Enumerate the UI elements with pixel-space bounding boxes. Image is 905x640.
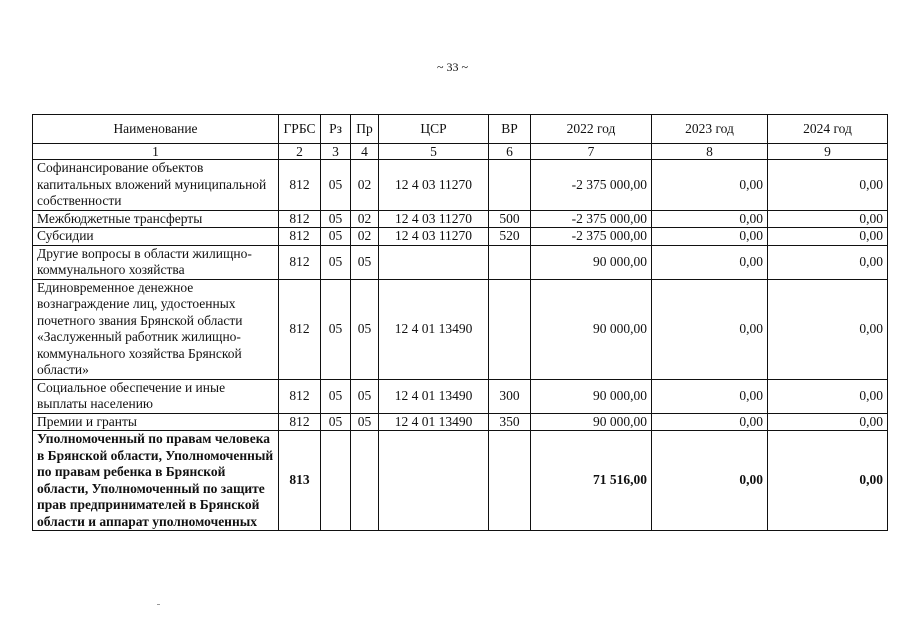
cell-2023: 0,00 <box>652 431 768 531</box>
scan-mark <box>157 604 160 605</box>
cell-2023: 0,00 <box>652 413 768 431</box>
cell-vr: 350 <box>489 413 531 431</box>
cell-2022: 90 000,00 <box>531 413 652 431</box>
table-row <box>33 431 888 531</box>
cell-vr: 500 <box>489 210 531 228</box>
cell-name: Другие вопросы в области жилищно-коммунального хозяйства <box>33 245 279 279</box>
cell-pr: 05 <box>351 245 379 279</box>
cell-2024: 0,00 <box>768 228 888 246</box>
cell-2024: 0,00 <box>768 413 888 431</box>
cell-csr: 12 4 01 13490 <box>379 279 489 379</box>
cell-vr <box>489 160 531 211</box>
column-header-2024: 2024 год <box>768 115 888 144</box>
column-number: 7 <box>531 144 652 160</box>
table-row <box>33 279 888 379</box>
cell-csr: 12 4 03 11270 <box>379 228 489 246</box>
table-row <box>33 379 888 413</box>
cell-grbs: 812 <box>279 279 321 379</box>
cell-2022: -2 375 000,00 <box>531 210 652 228</box>
table-row <box>33 245 888 279</box>
cell-grbs: 812 <box>279 245 321 279</box>
cell-rz: 05 <box>321 210 351 228</box>
cell-rz <box>321 431 351 531</box>
cell-2023: 0,00 <box>652 210 768 228</box>
table-row <box>33 210 888 228</box>
cell-name: Социальное обеспечение и иные выплаты населению <box>33 379 279 413</box>
cell-2024: 0,00 <box>768 431 888 531</box>
cell-csr: 12 4 03 11270 <box>379 160 489 211</box>
column-number: 2 <box>279 144 321 160</box>
column-number: 9 <box>768 144 888 160</box>
cell-vr <box>489 431 531 531</box>
cell-name: Софинансирование объектов капитальных вложений муниципальной собственности <box>33 160 279 211</box>
cell-2022: -2 375 000,00 <box>531 160 652 211</box>
column-number-row <box>33 144 888 160</box>
column-header-2022: 2022 год <box>531 115 652 144</box>
cell-pr: 02 <box>351 160 379 211</box>
cell-rz: 05 <box>321 413 351 431</box>
cell-pr <box>351 431 379 531</box>
cell-rz: 05 <box>321 245 351 279</box>
column-header-vr: ВР <box>489 115 531 144</box>
cell-grbs: 813 <box>279 431 321 531</box>
cell-2024: 0,00 <box>768 160 888 211</box>
column-number: 8 <box>652 144 768 160</box>
cell-vr: 300 <box>489 379 531 413</box>
page-number: ~ 33 ~ <box>437 60 468 74</box>
cell-2024: 0,00 <box>768 279 888 379</box>
cell-2022: 71 516,00 <box>531 431 652 531</box>
cell-2023: 0,00 <box>652 279 768 379</box>
column-header-csr: ЦСР <box>379 115 489 144</box>
cell-grbs: 812 <box>279 210 321 228</box>
cell-grbs: 812 <box>279 413 321 431</box>
column-number: 3 <box>321 144 351 160</box>
column-number: 1 <box>33 144 279 160</box>
cell-2024: 0,00 <box>768 245 888 279</box>
cell-2022: 90 000,00 <box>531 245 652 279</box>
cell-pr: 05 <box>351 413 379 431</box>
cell-grbs: 812 <box>279 379 321 413</box>
column-header-2023: 2023 год <box>652 115 768 144</box>
cell-pr: 05 <box>351 379 379 413</box>
cell-pr: 02 <box>351 210 379 228</box>
cell-2023: 0,00 <box>652 379 768 413</box>
table-header-row <box>33 115 888 144</box>
column-number: 6 <box>489 144 531 160</box>
cell-rz: 05 <box>321 379 351 413</box>
table-row <box>33 413 888 431</box>
cell-2023: 0,00 <box>652 160 768 211</box>
cell-2024: 0,00 <box>768 210 888 228</box>
budget-table <box>32 114 888 531</box>
cell-name: Субсидии <box>33 228 279 246</box>
column-header-rz: Рз <box>321 115 351 144</box>
cell-grbs: 812 <box>279 228 321 246</box>
cell-vr: 520 <box>489 228 531 246</box>
cell-2023: 0,00 <box>652 228 768 246</box>
column-header-pr: Пр <box>351 115 379 144</box>
cell-grbs: 812 <box>279 160 321 211</box>
cell-csr <box>379 431 489 531</box>
column-header-name: Наименование <box>33 115 279 144</box>
cell-csr: 12 4 03 11270 <box>379 210 489 228</box>
cell-csr <box>379 245 489 279</box>
cell-name: Межбюджетные трансферты <box>33 210 279 228</box>
cell-name: Премии и гранты <box>33 413 279 431</box>
cell-vr <box>489 279 531 379</box>
cell-name: Единовременное денежное вознаграждение лиц, удостоенных почетного звания Брянской области «Заслуженный работник жилищно-коммунального хозяйства Брянской области» <box>33 279 279 379</box>
cell-vr <box>489 245 531 279</box>
cell-rz: 05 <box>321 279 351 379</box>
cell-csr: 12 4 01 13490 <box>379 413 489 431</box>
cell-2023: 0,00 <box>652 245 768 279</box>
cell-pr: 05 <box>351 279 379 379</box>
cell-2022: -2 375 000,00 <box>531 228 652 246</box>
table-row <box>33 228 888 246</box>
cell-pr: 02 <box>351 228 379 246</box>
cell-rz: 05 <box>321 228 351 246</box>
cell-2024: 0,00 <box>768 379 888 413</box>
column-number: 4 <box>351 144 379 160</box>
cell-name: Уполномоченный по правам человека в Брянской области, Уполномоченный по правам ребенка в Брянской области, Уполномоченный по защите прав предпринимателей в Брянской области и аппарат уполномоченных <box>33 431 279 531</box>
cell-2022: 90 000,00 <box>531 279 652 379</box>
column-header-grbs: ГРБС <box>279 115 321 144</box>
column-number: 5 <box>379 144 489 160</box>
cell-csr: 12 4 01 13490 <box>379 379 489 413</box>
table-row <box>33 160 888 211</box>
cell-rz: 05 <box>321 160 351 211</box>
cell-2022: 90 000,00 <box>531 379 652 413</box>
